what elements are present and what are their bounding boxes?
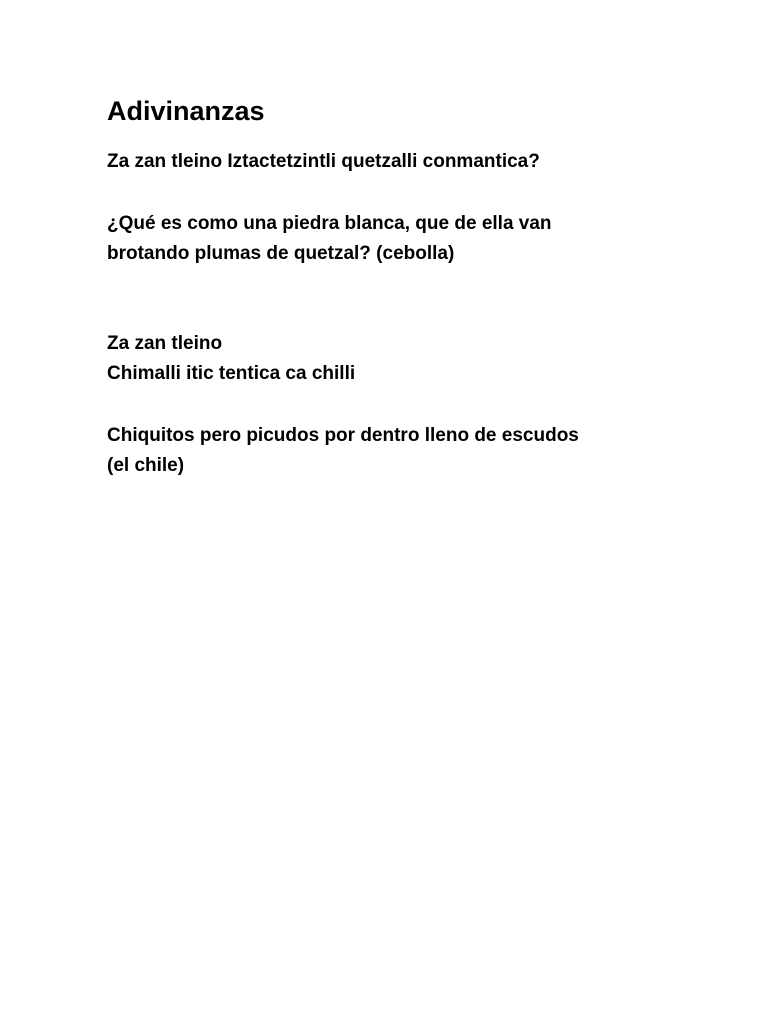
text-line: (el chile) [107, 455, 185, 476]
riddle-1-spanish [107, 209, 707, 269]
riddle-2-nahuatl [107, 329, 707, 389]
document-page [107, 92, 707, 481]
text-line: Chimalli itic tentica ca chilli [107, 363, 356, 384]
text-line: Za zan tleino Iztactetzintli quetzalli conmantica? [107, 151, 540, 172]
riddle-2-spanish [107, 421, 707, 481]
text-line: Za zan tleino [107, 333, 223, 354]
text-line: brotando plumas de quetzal? (cebolla) [107, 243, 455, 264]
text-line: Chiquitos pero picudos por dentro lleno de escudos [107, 425, 579, 446]
riddle-1-nahuatl [107, 147, 707, 177]
text-line: ¿Qué es como una piedra blanca, que de ella van [107, 213, 552, 234]
document-title: Adivinanzas [107, 96, 265, 126]
